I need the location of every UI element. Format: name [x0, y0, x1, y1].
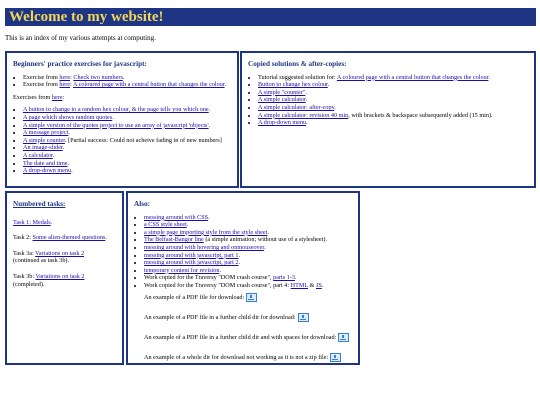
list-item: • temporary content for revision.: [144, 267, 352, 275]
project-link[interactable]: A drop-down menu: [23, 167, 72, 175]
list-item: • messing around with javascript, part 1.: [144, 252, 352, 260]
list-item: • messing around with CSS.: [144, 214, 352, 222]
list-item: • Work copied for the Traversy "DOM crash course", parts 1-3.: [144, 274, 352, 282]
list-item: • Tutorial suggested solution for: A coloured page with a central button that changes the colour.: [258, 74, 528, 82]
also-link[interactable]: messing around with CSS: [144, 213, 209, 221]
also-link[interactable]: temporary content for revision: [144, 266, 220, 274]
download-item: An example of a whole dir for download not working as it is not a zip file:: [144, 352, 352, 364]
solution-link[interactable]: A simple "counter": [258, 88, 306, 96]
beginners-exercise-list: [13, 74, 231, 89]
list-item: • messing around with javascript, part 2.: [144, 259, 352, 267]
solution-link[interactable]: A coloured page with a central button that changes the colour: [336, 73, 489, 81]
list-item: • A button to change to a random hex colour, & the page tells you which one.: [23, 106, 231, 114]
here-link[interactable]: here: [59, 73, 71, 81]
coloured-page-link[interactable]: A coloured page with a central button that changes the colour: [73, 81, 225, 89]
solution-link[interactable]: Button to change hex colour: [258, 81, 328, 89]
task-2-line: Task 2: Some alien-themed questions.: [13, 234, 107, 242]
download-item: An example of a PDF file in a further child dir and with spaces for download:: [144, 332, 352, 344]
list-item: • A simple "counter".: [258, 89, 528, 97]
project-link[interactable]: A simple counter: [23, 136, 65, 144]
project-link[interactable]: A calculator: [23, 151, 53, 159]
list-item: • A page which shows random quotes.: [23, 114, 231, 122]
solution-link[interactable]: A simple calculator: revision 40 min: [258, 111, 349, 119]
here-link[interactable]: here: [59, 81, 71, 89]
list-item: • An image-slider.: [23, 144, 231, 152]
download-icon[interactable]: [298, 313, 309, 322]
here-link[interactable]: here: [51, 93, 63, 101]
project-link[interactable]: A page which shows random quotes: [23, 113, 113, 121]
project-link[interactable]: The date and time: [23, 159, 68, 167]
exercises-from-line: Exercises from here:: [13, 93, 65, 101]
task-link[interactable]: Task 1: Medals: [13, 218, 51, 226]
download-icon[interactable]: [338, 333, 349, 342]
beginners-panel: [5, 51, 239, 188]
list-item: • A simple calculator: revision 40 min, with brackets & backspace subsequently added (15 min).: [258, 112, 528, 120]
also-link[interactable]: The Belfast-Bangor line: [144, 236, 204, 244]
list-item: • A drop-down menu.: [258, 119, 528, 127]
list-item: • Work copied for the Traversy "DOM crash course", part 4: HTML & JS.: [144, 282, 352, 290]
also-panel: [126, 191, 360, 365]
project-link[interactable]: A button to change to a random hex colour, & the page tells you which one: [23, 106, 209, 114]
also-link[interactable]: messing around with javascript, part 2: [144, 259, 239, 267]
task-3b-line: Task 3b: Variations on task 2 (completed).: [13, 272, 85, 288]
list-item: • A simple counter. [Partial success: Could not acheive fading in of new numbers]: [23, 137, 231, 145]
task-3a-line: Task 3a: Variations on task 2 (continued as task 3b).: [13, 249, 85, 265]
traversy-js-link[interactable]: JS: [315, 281, 322, 289]
task-link[interactable]: Some alien-themed questions: [32, 234, 106, 242]
task-1-line: Task 1: Medals.: [13, 218, 53, 226]
list-item: • The date and time.: [23, 160, 231, 168]
list-item: • A simple calculator: after-copy.: [258, 104, 528, 112]
numbered-tasks-panel: [5, 191, 124, 365]
project-link[interactable]: A simple version of the quotes project to use an array of javascript 'objects': [23, 121, 209, 129]
list-item: • A simple version of the quotes project to use an array of javascript 'objects'.: [23, 122, 231, 130]
traversy-html-link[interactable]: HTML: [290, 281, 308, 289]
list-item: • The Belfast-Bangor line (a simple animation; without use of a stylesheet).: [144, 236, 352, 244]
also-heading: Also:: [134, 200, 150, 208]
numbered-heading: [13, 201, 116, 209]
download-item: An example of a PDF file in a further child dir for download:: [144, 312, 352, 324]
copied-heading: Copied solutions & after-copies:: [248, 60, 347, 68]
copied-list: [248, 74, 528, 127]
header-banner: [5, 8, 536, 26]
list-item: • Exercise from here: A coloured page with a central button that changes the colour.: [23, 81, 231, 89]
list-item: • Button to change hex colour.: [258, 81, 528, 89]
also-link[interactable]: messing around with hovering and onmouseover: [144, 243, 265, 251]
also-link[interactable]: a simple page importing style from the style sheet: [144, 228, 268, 236]
download-icon[interactable]: [330, 353, 341, 362]
also-link[interactable]: a CSS style sheet: [144, 221, 187, 229]
list-item: • messing around with hovering and onmouseover.: [144, 244, 352, 252]
list-item: • a simple page importing style from the style sheet.: [144, 229, 352, 237]
numbered-heading-link[interactable]: Numbered tasks:: [13, 200, 66, 208]
download-icon[interactable]: [246, 293, 257, 302]
solution-link[interactable]: A drop-down menu: [258, 119, 307, 127]
task-link[interactable]: Variations on task 2: [35, 249, 85, 257]
beginners-project-list: [13, 106, 231, 174]
list-item: • a CSS style sheet.: [144, 221, 352, 229]
download-list: [134, 292, 352, 364]
list-item: • A simple calculator.: [258, 96, 528, 104]
page-title: Welcome to my website!: [9, 9, 164, 25]
intro-text: This is an index of my various attempts at computing.: [5, 34, 156, 42]
list-item: • A calculator.: [23, 152, 231, 160]
task-link[interactable]: Variations on task 2: [35, 272, 85, 280]
copied-panel: [240, 51, 536, 188]
solution-link[interactable]: A simple calculator: after-copy: [258, 103, 335, 111]
solution-link[interactable]: A simple calculator: [258, 96, 306, 104]
project-link[interactable]: An image-slider: [23, 144, 63, 152]
check-two-numbers-link[interactable]: Check two numbers: [73, 73, 123, 81]
project-link[interactable]: A message project: [23, 129, 69, 137]
also-link[interactable]: messing around with javascript, part 1: [144, 251, 239, 259]
list-item: • Exercise from here: Check two numbers.: [23, 74, 231, 82]
list-item: • A drop-down menu.: [23, 167, 231, 175]
download-item: An example of a PDF file for download:: [144, 292, 352, 304]
list-item: • A message project.: [23, 129, 231, 137]
also-list: [134, 214, 352, 290]
traversy-parts-link[interactable]: parts 1-3: [273, 274, 295, 282]
beginners-heading: Beginners' practice exercises for javascript:: [13, 60, 147, 68]
